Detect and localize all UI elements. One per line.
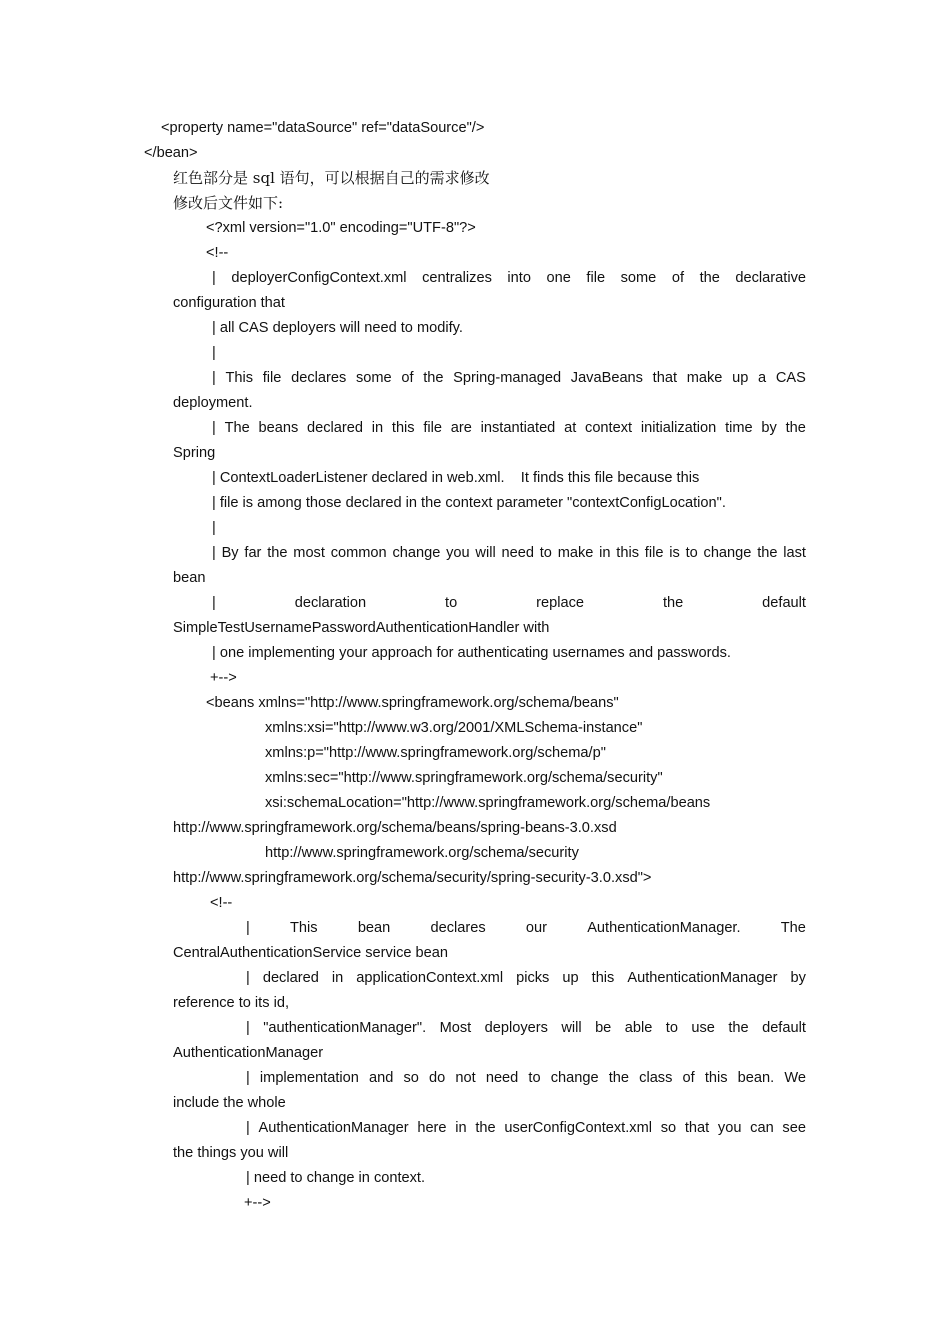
word: file: [586, 270, 606, 286]
word: change: [703, 545, 752, 561]
word: the: [699, 270, 720, 286]
word: The: [780, 920, 806, 936]
document-line: AuthenticationManager: [173, 1045, 324, 1061]
word: CAS: [775, 370, 806, 386]
document-line: Spring: [173, 445, 216, 461]
word: Spring-managed: [453, 370, 562, 386]
word: By: [221, 545, 239, 561]
word: change: [550, 1070, 599, 1086]
word: this: [591, 970, 615, 986]
word: in: [599, 545, 611, 561]
word: by: [790, 970, 806, 986]
word: a: [758, 370, 767, 386]
word: up: [562, 970, 579, 986]
word: not: [455, 1070, 476, 1086]
document-line: <beans xmlns="http://www.springframework.org/schema/beans": [206, 695, 619, 711]
word: Most: [439, 1020, 472, 1036]
document-line: 修改后文件如下:: [173, 194, 284, 212]
document-line: [212, 368, 806, 388]
word: be: [595, 1020, 612, 1036]
word: picks: [516, 970, 550, 986]
word: in: [371, 420, 384, 436]
document-line: configuration that: [173, 295, 285, 311]
word: do: [429, 1070, 446, 1086]
word: declares: [291, 370, 347, 386]
word: change: [392, 545, 441, 561]
word: AuthenticationManager: [627, 970, 778, 986]
word: you: [717, 1120, 742, 1136]
word: far: [244, 545, 262, 561]
document-line: http://www.springframework.org/schema/beans/spring-beans-3.0.xsd: [173, 820, 617, 836]
word: that: [684, 1120, 710, 1136]
document-line: 红色部分是 sql 语句，可以根据自己的需求修改: [173, 169, 490, 187]
word: make: [686, 370, 723, 386]
word: at: [564, 420, 577, 436]
word: one: [546, 270, 571, 286]
document-line: xmlns:sec="http://www.springframework.org/schema/security": [265, 770, 663, 786]
word: deployerConfigContext.xml: [231, 270, 407, 286]
document-line: [246, 968, 806, 988]
word: The: [224, 420, 250, 436]
word: some: [355, 370, 392, 386]
document-line: [246, 1068, 806, 1088]
word: context: [585, 420, 633, 436]
word: deployers: [484, 1020, 548, 1036]
document-line: [246, 1018, 806, 1038]
word: declares: [430, 920, 486, 936]
word: our: [525, 920, 547, 936]
word: declaration: [294, 595, 367, 611]
word: |: [212, 420, 216, 436]
word: declarative: [735, 270, 806, 286]
word: We: [784, 1070, 806, 1086]
word: to: [528, 1070, 541, 1086]
word: "authenticationManager".: [263, 1020, 427, 1036]
word: need: [485, 1070, 519, 1086]
document-line: [212, 418, 806, 438]
document-line: http://www.springframework.org/schema/security: [265, 845, 579, 861]
word: the: [757, 545, 778, 561]
word: some: [620, 270, 657, 286]
document-line: [246, 918, 806, 938]
word: in: [455, 1120, 467, 1136]
document-line: [212, 268, 806, 288]
word: and: [369, 1070, 394, 1086]
word: of: [671, 270, 685, 286]
word: This: [290, 920, 318, 936]
word: This: [225, 370, 254, 386]
word: will: [475, 545, 496, 561]
word: so: [660, 1120, 677, 1136]
document-line: include the whole: [173, 1095, 286, 1111]
word: of: [401, 370, 414, 386]
word: the: [423, 370, 444, 386]
word: most: [293, 545, 325, 561]
document-line: | file is among those declared in the context parameter "contextConfigLocation".: [212, 495, 726, 511]
document-line: reference to its id,: [173, 995, 289, 1011]
document-line: |: [212, 520, 216, 536]
document-line: | need to change in context.: [246, 1170, 426, 1186]
document-line: xsi:schemaLocation="http://www.springframework.org/schema/beans: [265, 795, 711, 811]
word: see: [782, 1120, 806, 1136]
word: the: [785, 420, 806, 436]
word: beans: [258, 420, 299, 436]
document-line: <?xml version="1.0" encoding="UTF-8"?>: [206, 220, 476, 236]
word: use: [691, 1020, 715, 1036]
word: of: [682, 1070, 695, 1086]
document-line: CentralAuthenticationService service bean: [173, 945, 449, 961]
document-line: xmlns:xsi="http://www.w3.org/2001/XMLSchema-instance": [265, 720, 643, 736]
document-line: deployment.: [173, 395, 253, 411]
document-line: | one implementing your approach for authenticating usernames and passwords.: [212, 645, 731, 661]
word: replace: [536, 595, 585, 611]
word: to: [445, 595, 458, 611]
word: make: [557, 545, 594, 561]
document-line: the things you will: [173, 1145, 289, 1161]
document-line: SimpleTestUsernamePasswordAuthenticationHandler with: [173, 620, 550, 636]
document-line: | ContextLoaderListener declared in web.xml. It finds this file because this: [212, 470, 700, 486]
word: centralizes: [422, 270, 492, 286]
word: applicationContext.xml: [356, 970, 504, 986]
word: time: [725, 420, 753, 436]
word: file: [423, 420, 443, 436]
document-line: +-->: [244, 1195, 271, 1211]
document-line: | all CAS deployers will need to modify.: [212, 320, 463, 336]
word: bean: [357, 920, 391, 936]
word: by: [761, 420, 777, 436]
document-line: </bean>: [144, 145, 198, 161]
word: the: [475, 1120, 496, 1136]
word: in: [331, 970, 344, 986]
word: file: [262, 370, 282, 386]
word: |: [212, 595, 216, 611]
word: so: [403, 1070, 419, 1086]
word: the: [267, 545, 288, 561]
document-line: [212, 543, 806, 563]
word: to: [539, 545, 552, 561]
document-line: +-->: [210, 670, 237, 686]
word: JavaBeans: [570, 370, 643, 386]
word: |: [212, 545, 216, 561]
word: into: [507, 270, 531, 286]
document-line: |: [212, 345, 216, 361]
word: |: [246, 1020, 250, 1036]
word: |: [246, 970, 250, 986]
word: are: [450, 420, 472, 436]
word: |: [246, 1120, 250, 1136]
word: is: [669, 545, 680, 561]
word: AuthenticationManager: [258, 1120, 409, 1136]
word: the: [608, 1070, 630, 1086]
word: to: [665, 1020, 678, 1036]
document-line: http://www.springframework.org/schema/security/spring-security-3.0.xsd">: [173, 870, 652, 886]
document-line: [246, 1118, 806, 1138]
word: the: [662, 595, 684, 611]
word: |: [212, 270, 216, 286]
word: need: [501, 545, 534, 561]
document-line: bean: [173, 570, 206, 586]
word: |: [246, 1070, 250, 1086]
word: common: [330, 545, 387, 561]
document-line: <!--: [210, 895, 233, 911]
word: that: [652, 370, 678, 386]
document-line: <!--: [206, 245, 229, 261]
document-line: xmlns:p="http://www.springframework.org/schema/p": [265, 745, 606, 761]
word: you: [446, 545, 470, 561]
word: instantiated: [480, 420, 556, 436]
word: will: [561, 1020, 582, 1036]
word: bean.: [737, 1070, 775, 1086]
word: file: [644, 545, 664, 561]
word: this: [704, 1070, 728, 1086]
word: default: [762, 1020, 806, 1036]
word: the: [728, 1020, 749, 1036]
word: implementation: [259, 1070, 359, 1086]
word: |: [246, 920, 250, 936]
word: this: [616, 545, 640, 561]
word: this: [391, 420, 415, 436]
word: class: [639, 1070, 673, 1086]
word: here: [417, 1120, 447, 1136]
word: userConfigContext.xml: [504, 1120, 652, 1136]
word: |: [212, 370, 216, 386]
word: declared: [262, 970, 319, 986]
word: up: [732, 370, 749, 386]
word: default: [762, 595, 806, 611]
word: can: [750, 1120, 774, 1136]
document-line: <property name="dataSource" ref="dataSource"/>: [161, 120, 485, 136]
word: able: [624, 1020, 653, 1036]
word: declared: [307, 420, 363, 436]
word: AuthenticationManager.: [587, 920, 741, 936]
word: to: [685, 545, 698, 561]
word: initialization: [640, 420, 717, 436]
document-line: [212, 593, 806, 613]
word: last: [783, 545, 806, 561]
